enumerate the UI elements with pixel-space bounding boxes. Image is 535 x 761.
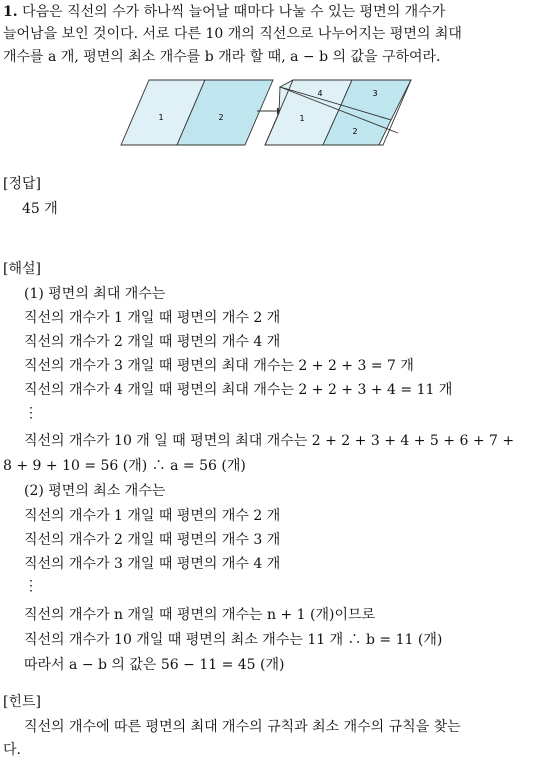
question-text-1: 다음은 직선의 수가 하나씩 늘어날 때마다 나눌 수 있는 평면의 개수가 <box>22 4 446 20</box>
left-label-2: 2 <box>218 113 224 122</box>
solution-line: 직선의 개수가 2 개일 때 평면의 개수 4 개 <box>24 334 281 350</box>
solution-vdots: ⋮ <box>24 405 38 421</box>
left-label-1: 1 <box>158 113 164 122</box>
right-label-3: 3 <box>372 89 378 98</box>
question-line-1 <box>3 2 445 22</box>
solution-line: 직선의 개수가 2 개일 때 평면의 개수 3 개 <box>24 532 281 548</box>
solution-line: 8 + 9 + 10 = 56 (개) ∴ a = 56 (개) <box>3 458 246 474</box>
solution-vdots: ⋮ <box>24 578 38 594</box>
hint-heading: [힌트] <box>3 694 41 710</box>
hint-line-2: 다. <box>3 742 21 758</box>
answer-value: 45 개 <box>22 201 58 217</box>
solution-line: 직선의 개수가 10 개 일 때 평면의 최대 개수는 2 + 2 + 3 + 4 + 5 + 6 + 7 + <box>24 433 515 449</box>
solution-line: 따라서 a − b 의 값은 56 − 11 = 45 (개) <box>24 657 285 673</box>
solution-line: 직선의 개수가 10 개일 때 평면의 최소 개수는 11 개 ∴ b = 11 (개) <box>24 632 443 648</box>
solution-line: 직선의 개수가 1 개일 때 평면의 개수 2 개 <box>24 310 281 326</box>
question-number: 1. <box>3 4 18 20</box>
plane-division-figure <box>115 74 420 150</box>
right-parallelogram <box>265 80 411 145</box>
right-label-2: 2 <box>352 127 358 136</box>
hint-line-1: 직선의 개수에 따른 평면의 최대 개수의 규칙과 최소 개수의 규칙을 찾는 <box>24 719 461 735</box>
solution-line: (2) 평면의 최소 개수는 <box>24 483 166 499</box>
right-label-1: 1 <box>299 114 305 123</box>
solution-line: 직선의 개수가 4 개일 때 평면의 최대 개수는 2 + 2 + 3 + 4 = 11 개 <box>24 382 453 398</box>
answer-heading: [정답] <box>3 176 41 192</box>
solution-line: 직선의 개수가 1 개일 때 평면의 개수 2 개 <box>24 508 281 524</box>
right-label-4: 4 <box>317 89 323 98</box>
solution-line: 직선의 개수가 3 개일 때 평면의 최대 개수는 2 + 2 + 3 = 7 개 <box>24 358 414 374</box>
solution-heading: [해설] <box>3 261 41 277</box>
solution-line: 직선의 개수가 3 개일 때 평면의 개수 4 개 <box>24 556 281 572</box>
solution-line: 직선의 개수가 n 개일 때 평면의 개수는 n + 1 (개)이므로 <box>24 607 376 623</box>
question-line-3: 개수를 a 개, 평면의 최소 개수를 b 개라 할 때, a − b 의 값을 구하여라. <box>3 49 441 65</box>
solution-line: (1) 평면의 최대 개수는 <box>24 286 166 302</box>
question-line-2: 늘어남을 보인 것이다. 서로 다른 10 개의 직선으로 나누어지는 평면의 최대 <box>3 26 462 42</box>
left-parallelogram <box>121 80 273 145</box>
